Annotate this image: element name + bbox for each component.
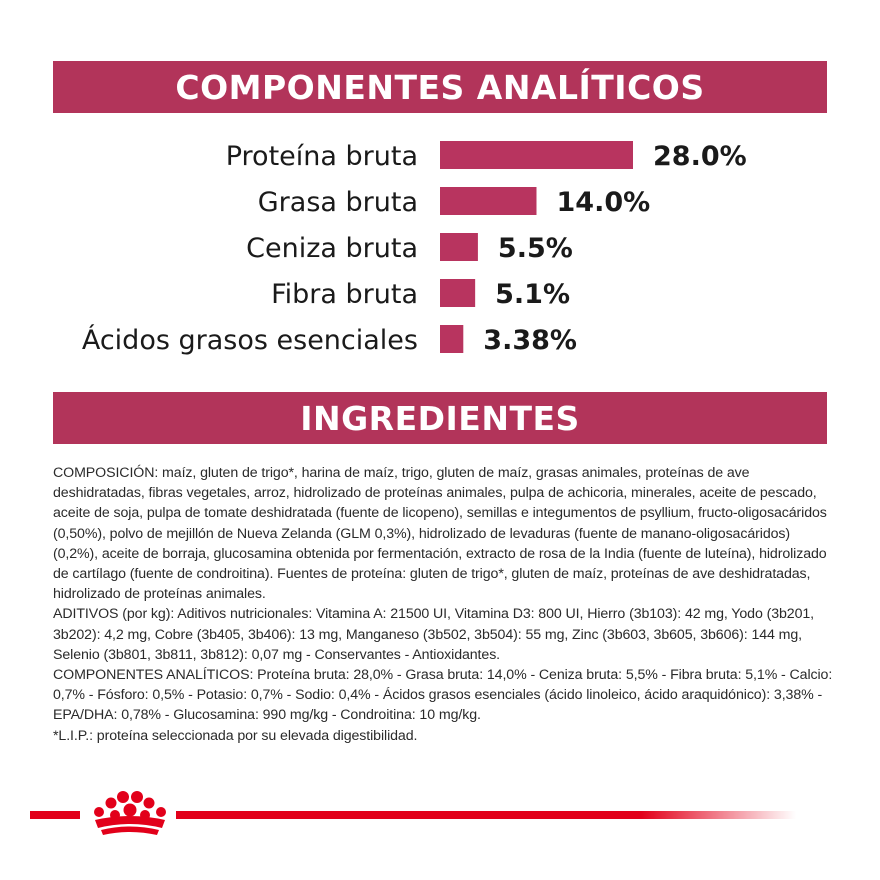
ingredients-text [53,463,833,746]
value-label: 5.1% [495,279,571,310]
components-header: COMPONENTES ANALÍTICOS [53,61,827,113]
composition-paragraph: COMPOSICIÓN: maíz, gluten de trigo*, harina de maíz, trigo, gluten de maíz, grasas animales, proteínas de ave deshidratadas, fibras vegetales, arroz, hidrolizado de proteínas animales, pulpa de achicoria, minerales, aceite de pescado, aceite de soja, pulpa de tomate deshidratada (fuente de licopeno), semillas e integumentos de psyllium, fructo-oligosacáridos (0,50%), polvo de mejillón de Nueva Zelanda (GLM 0,3%), hidrolizado de levaduras (fuente de manano-oligosacáridos) (0,2%), aceite de borraja, glucosamina obtenida por fermentación, extracto de rosa de la India (fuente de luteína), hidrolizado de cartílago (fuente de condroitina). Fuentes de proteína: gluten de trigo*, gluten de maíz, proteínas de ave deshidratadas, hidrolizado de proteínas animales. [53,465,827,603]
category-label: Grasa bruta [257,187,418,218]
bar [440,279,475,307]
footer-red-line-right [176,811,796,819]
nutrient-bar-chart [0,130,880,365]
category-label: Proteína bruta [225,141,418,172]
bar [440,325,463,353]
value-label: 5.5% [497,233,573,264]
bar [440,141,633,169]
analytical-components-paragraph: COMPONENTES ANALÍTICOS: Proteína bruta: 28,0% - Grasa bruta: 14,0% - Ceniza bruta: 5,5% - Fibra bruta: 5,1% - Calcio: 0,7% - Fósforo: 0,5% - Potasio: 0,7% - Sodio: 0,4% - Ácidos grasos esenciales (ácido linoleico, ácido araquidónico): 3,38% - EPA/DHA: 0,78% - Glucosamina: 990 mg/kg - Condroitina: 10 mg/kg. [53,667,833,724]
category-label: Fibra bruta [271,279,418,310]
category-label: Ácidos grasos esenciales [81,325,418,356]
lip-footnote: *L.I.P.: proteína seleccionada por su elevada digestibilidad. [53,727,418,744]
additives-paragraph: ADITIVOS (por kg): Aditivos nutricionales: Vitamina A: 21500 UI, Vitamina D3: 800 UI, Hierro (3b103): 42 mg, Yodo (3b201, 3b202): 4,2 mg, Cobre (3b405, 3b406): 13 mg, Manganeso (3b502, 3b504): 55 mg, Zinc (3b603, 3b605, 3b606): 144 mg, Selenio (3b801, 3b811, 3b812): 0,07 mg - Conservantes - Antioxidantes. [53,606,814,663]
bar [440,233,478,261]
royal-canin-crown-icon [85,790,175,838]
value-label: 28.0% [653,141,747,172]
value-label: 14.0% [556,187,651,218]
footer-red-line-left [30,811,80,819]
bar [440,187,537,215]
category-label: Ceniza bruta [246,233,418,264]
value-label: 3.38% [483,325,577,356]
ingredients-header: INGREDIENTES [53,392,827,444]
